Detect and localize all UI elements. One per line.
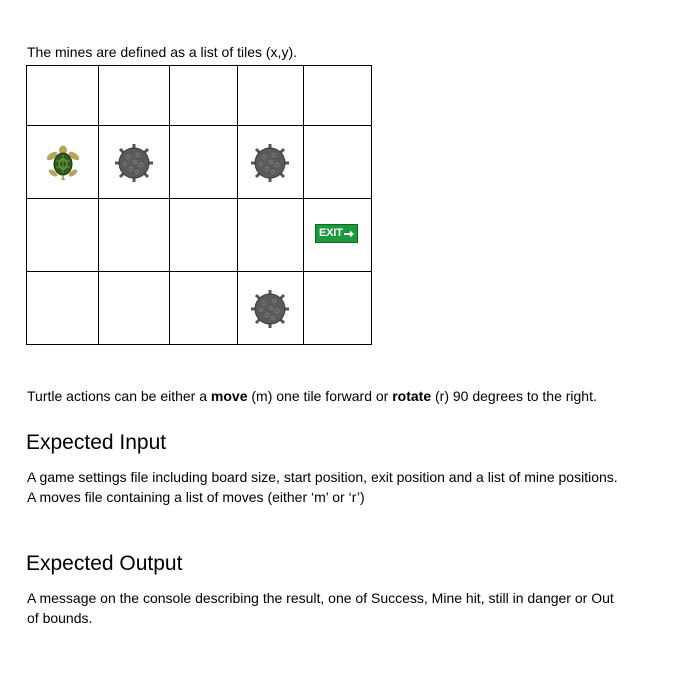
grid-line-vertical [98,66,99,344]
mine-icon [114,143,154,188]
turtle-icon [44,144,82,187]
expected-input-line: A game settings file including board size, start position, exit position and a list of mine positions. [27,469,618,485]
mine-icon [250,143,290,188]
grid-line-horizontal [27,198,371,199]
rotate-keyword: rotate [392,388,432,404]
mine-icon [250,289,290,334]
game-board [26,65,372,345]
turtle-actions-text [27,386,597,406]
exit-sign-icon [315,224,358,243]
grid-line-vertical [303,66,304,344]
expected-input-line: A moves file containing a list of moves (either ‘m’ or ‘r’) [27,489,365,505]
expected-input-heading: Expected Input [26,431,167,454]
actions-text-part2: (m) one tile forward or [247,388,393,404]
intro-text: The mines are defined as a list of tiles (x,y). [27,44,297,60]
expected-output-line: A message on the console describing the result, one of Success, Mine hit, still in danger or Out [27,590,614,606]
arrow-right-icon [344,230,354,238]
grid-line-vertical [169,66,170,344]
expected-output-heading: Expected Output [26,552,183,575]
exit-label: EXIT [319,227,343,239]
grid-line-horizontal [27,271,371,272]
move-keyword: move [210,388,248,404]
expected-output-line: of bounds. [27,610,93,626]
grid-line-horizontal [27,125,371,126]
actions-text-part3: (r) 90 degrees to the right. [431,388,597,404]
grid-line-vertical [237,66,238,344]
actions-text-part1: Turtle actions can be either a [27,388,211,404]
